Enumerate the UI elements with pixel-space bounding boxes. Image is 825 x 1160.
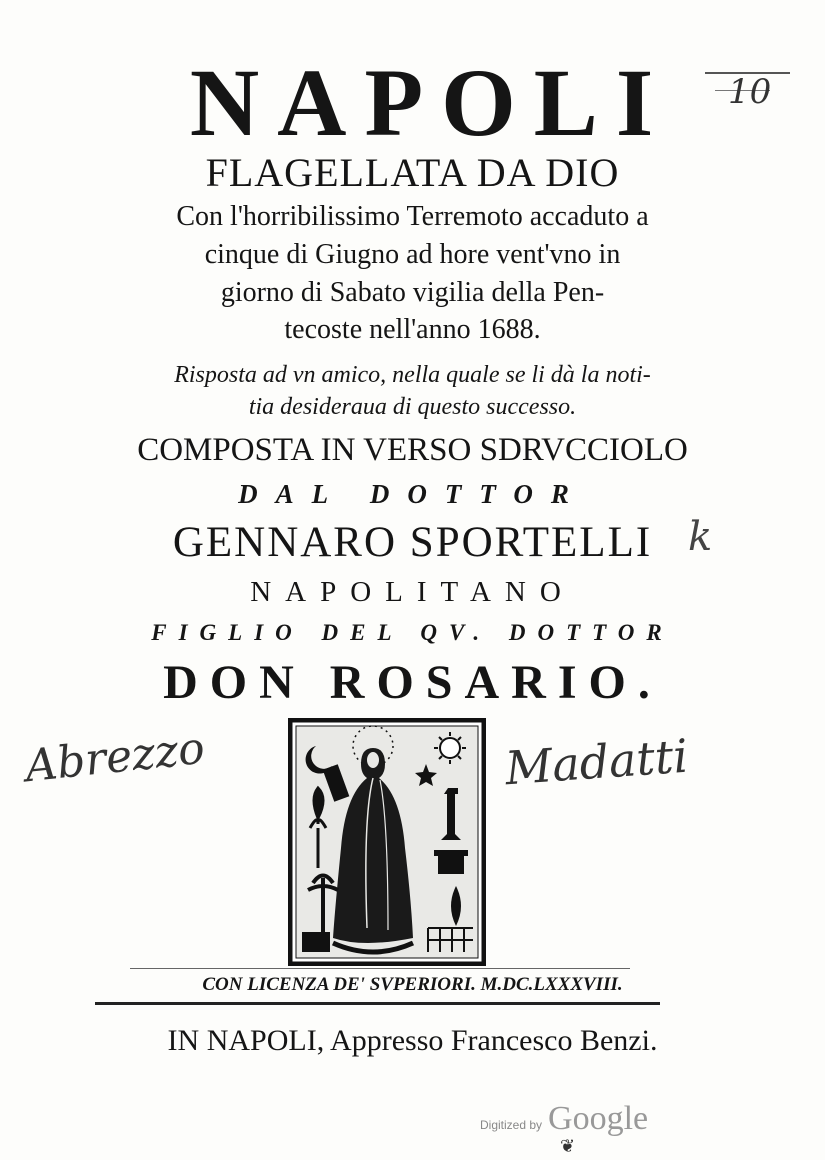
left-signature: Abrezzo (22, 722, 208, 793)
subtitle-line-4: tecoste nell'anno 1688. (284, 314, 541, 345)
license-bottom-rule (95, 1002, 660, 1005)
author-origin: NAPOLITANO (250, 576, 575, 608)
composition-line: COMPOSTA IN VERSO SDRVCCIOLO (137, 432, 688, 468)
digitized-label: Digitized by (480, 1118, 543, 1132)
margin-note-number: 10 (728, 72, 772, 112)
digitized-by-google (480, 1100, 648, 1138)
author-father: DON ROSARIO. (163, 656, 662, 709)
subtitle-line-2: cinque di Giugno ad hore vent'vno in (204, 239, 621, 270)
title-secondary: FLAGELLATA DA DIO (205, 150, 620, 195)
author-name: GENNARO SPORTELLI (172, 519, 653, 566)
italic-note-line-2: tia desideraua di questo successo. (248, 394, 577, 420)
imprint-line: IN NAPOLI, Appresso Francesco Benzi. (167, 1024, 658, 1057)
author-lineage: FIGLIO DEL QV. DOTTOR (151, 620, 674, 645)
author-prefix: DAL DOTTOR (238, 479, 587, 509)
license-line: CON LICENZA DE' SVPERIORI. M.DC.LXXXVIII. (202, 974, 623, 995)
license-top-rule (130, 968, 630, 969)
subtitle-line-1: Con l'horribilissimo Terremoto accaduto a (176, 201, 649, 232)
title-main: NAPOLI (189, 49, 672, 156)
italic-note-line-1: Risposta ad vn amico, nella quale se li dà la noti- (174, 362, 651, 388)
woodcut-madonna-image (288, 718, 486, 966)
subtitle-line-3: giorno di Sabato vigilia della Pen- (220, 277, 605, 308)
right-signature: Madatti (503, 728, 690, 796)
google-logo: Google (548, 1100, 649, 1137)
margin-mark: k (688, 514, 713, 560)
ornament-icon: ❦ (560, 1136, 576, 1157)
